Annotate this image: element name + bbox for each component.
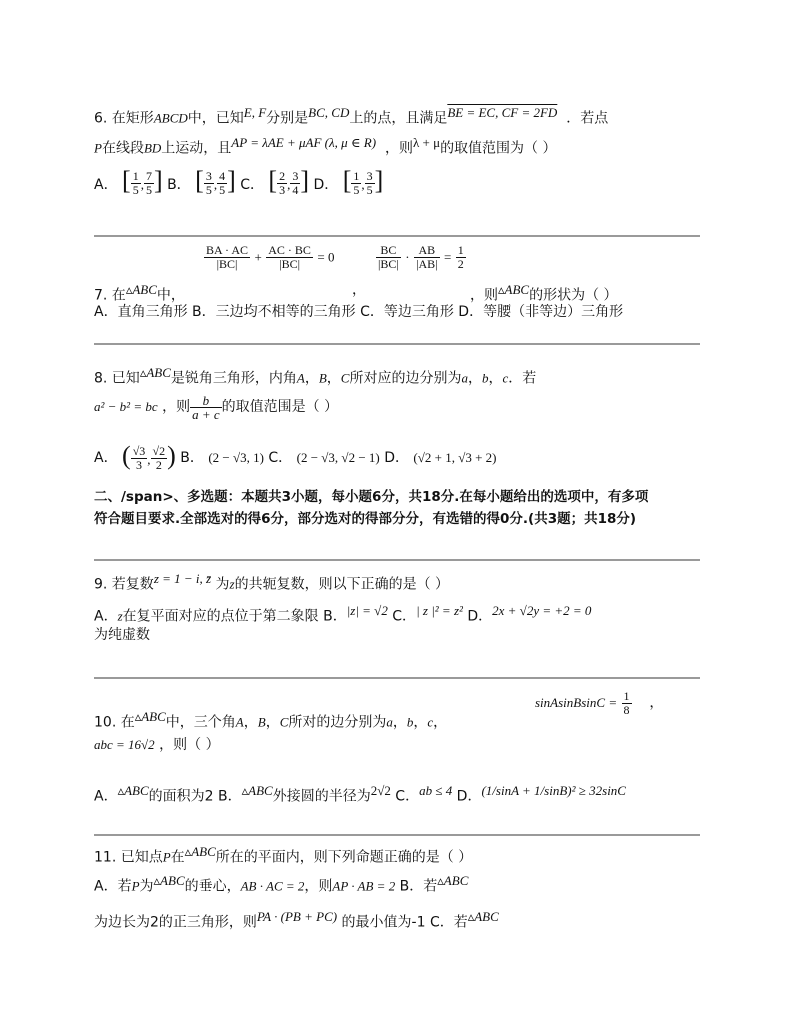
q9-line3 <box>94 626 150 644</box>
q11-text: 的最小值为-1 C．若 <box>341 914 468 931</box>
q10-condition <box>535 683 663 723</box>
q10-text: ， <box>433 714 448 731</box>
q7-frac-den: |AB| <box>416 257 438 271</box>
q7-frac4 <box>414 244 439 271</box>
q9-text: 9. 若复数 <box>94 576 154 593</box>
section-heading-line1 <box>94 488 648 506</box>
q7-options-text: A．直角三角形 B．三边均不相等的三角形 C．等边三角形 D．等腰（非等边）三角形 <box>94 304 624 320</box>
q7-line1 <box>94 281 185 305</box>
option-c-value: (2 − √3, √2 − 1) <box>296 450 380 465</box>
q6-text: 6. 在矩形 <box>94 110 154 127</box>
q9-text: A． <box>94 608 118 625</box>
q8-text: 所对应的边分别为 <box>349 370 462 387</box>
q7-frac2 <box>266 244 313 271</box>
q10-text: 的面积为2 B． <box>148 788 242 805</box>
q8-text: ，则 <box>162 399 191 415</box>
q9-math: z = 1 − i, z̄ <box>153 571 212 586</box>
q8-frac <box>190 394 222 421</box>
q9-text: 的共轭复数，则以下正确的是（ ） <box>234 576 450 593</box>
q8-frac-den: a + c <box>192 406 220 422</box>
q7-frac-num: AB <box>414 244 439 258</box>
q10-math: sinAsinBsinC = <box>535 695 618 710</box>
q8-math: b <box>481 370 489 386</box>
q9-text: 在复平面对应的点位于第二象限 B． <box>122 608 347 625</box>
q8-text: 的取值范围是（ ） <box>221 399 339 415</box>
q6-text: 在线段 <box>101 140 144 157</box>
q9-math: z <box>117 608 123 624</box>
q10-math: 2√2 <box>370 783 391 798</box>
option-b-value: [ $\frac{3}{5}$ , $\frac{4}{5}$ ] <box>195 166 236 197</box>
q9-option-d-math: 2x + √2y = +2 = 0 <box>492 603 592 618</box>
q8-text: 是锐角三角形，内角 <box>170 370 297 387</box>
q10-text: 所对的边分别为 <box>288 714 387 731</box>
q10-text: D． <box>456 788 482 805</box>
q10-math: ▵ABC <box>117 783 149 798</box>
q7-line1b <box>352 281 366 299</box>
q7-fraction-product: $\frac{BC}{|BC|}$ · $\frac{AB}{|AB|}$ = $\frac{1}{2}$ <box>378 243 464 271</box>
q8-line2 <box>94 386 338 428</box>
option-d-value: [ $\frac{1}{5}$ , $\frac{3}{5}$ ] <box>342 166 384 197</box>
q6-vector-eq: AP = λAE + μAF (λ, μ ∈ R) <box>231 135 377 150</box>
q9-option-c-math: | z |² = z² <box>416 603 463 618</box>
q11-line1 <box>94 843 472 867</box>
q7-eq-zero: = 0 <box>317 249 335 265</box>
q11-math: P <box>162 849 171 865</box>
q7-fraction-equation: $\frac{BA \cdot AC}{|BC|}$ + $\frac{AC \cdot BC}{|BC|}$ = 0 <box>206 243 335 271</box>
q10-text: ， <box>265 714 280 731</box>
q8-math: C <box>340 370 350 386</box>
q11-line3 <box>94 908 499 932</box>
q7-frac-den: |BC| <box>279 257 301 271</box>
q7-text: 7. 在 <box>94 287 126 304</box>
q10-math: C <box>279 714 289 730</box>
q6-text: 分别是 <box>266 110 309 127</box>
q9-option-b-math: |z| = √2 <box>346 603 388 618</box>
q10-line3 <box>94 782 626 806</box>
divider <box>94 343 700 345</box>
q9-text: 为纯虚数 <box>94 627 150 643</box>
q6-math: BC, CD <box>308 105 350 120</box>
q11-math: AP · AB = 2 <box>332 878 396 894</box>
q7-frac-num: AC · BC <box>268 243 311 257</box>
q11-math: AB · AC = 2 <box>240 878 305 894</box>
q7-frac-den: |BC| <box>216 257 238 271</box>
q7-frac-num: BC <box>376 244 401 258</box>
q9-text: 为 <box>215 576 230 593</box>
q8-text: ， <box>326 370 341 387</box>
q10-text: C． <box>395 788 420 805</box>
q10-text: 10. 在 <box>94 714 135 731</box>
q7-frac1 <box>204 244 250 271</box>
option-d-label: D． <box>384 450 409 466</box>
q11-text: ，则 <box>304 878 333 895</box>
option-a-value: [ $\frac{1}{5}$ , $\frac{7}{5}$ ] <box>122 166 163 197</box>
q10-math: ▵ABC <box>134 709 166 724</box>
q10-text: ， <box>392 714 407 731</box>
divider <box>94 235 700 237</box>
q8-math: A <box>296 370 305 386</box>
q6-options <box>94 158 383 204</box>
q10-text: 中，三个角 <box>165 714 236 731</box>
q10-text: A． <box>94 788 118 805</box>
q11-text: 为 <box>139 878 154 895</box>
section-heading-text: 符合题目要求.全部选对的得6分，部分选对的得部分分，有选错的得0分.(共3题；共18分) <box>94 511 637 527</box>
option-d-value: (√2 + 1, √3 + 2) <box>413 450 497 465</box>
q6-text: ，则 <box>384 140 413 157</box>
q6-text: ．若点 <box>566 110 609 127</box>
option-c-label: C． <box>240 177 264 193</box>
q6-math: BD <box>143 140 162 156</box>
q6-math: E, F <box>243 105 267 120</box>
q11-text: 为边长为2的正三角形，则 <box>94 914 257 931</box>
q10-math: c <box>427 714 434 730</box>
section-heading-line2 <box>94 510 636 528</box>
option-c-value: [ $\frac{2}{3}$ , $\frac{3}{4}$ ] <box>268 166 310 197</box>
q8-text: ．若 <box>508 370 537 387</box>
q7-text: ，则 <box>470 287 498 304</box>
q10-text: ， <box>243 714 258 731</box>
q6-text: 中，已知 <box>187 110 244 127</box>
q10-math: b <box>406 714 414 730</box>
q10-math: B <box>257 714 266 730</box>
q8-text: ， <box>304 370 319 387</box>
divider <box>94 834 700 836</box>
q8-options <box>94 432 497 480</box>
q8-line1 <box>94 364 536 388</box>
q7-text: 中， <box>156 287 185 304</box>
divider <box>94 677 700 679</box>
q8-math: B <box>318 370 327 386</box>
q6-text: 上运动，且 <box>161 140 232 157</box>
q6-math: ABCD <box>153 110 188 126</box>
q10-line1 <box>94 708 447 732</box>
q11-text: 11. 已知点 <box>94 849 163 866</box>
option-b-label: B． <box>180 450 204 466</box>
q7-text: ， <box>352 282 366 298</box>
q8-math: c <box>502 370 509 386</box>
q11-math: ▵ABC <box>437 873 469 888</box>
q11-math: ▵ABC <box>184 844 216 859</box>
option-a-label: A． <box>94 450 118 466</box>
q8-frac-num: b <box>190 394 222 408</box>
q7-frac-den: 2 <box>457 257 464 271</box>
q7-options <box>94 303 623 321</box>
q6-line1 <box>94 104 608 128</box>
q7-math: ▵ABC <box>125 282 157 297</box>
q10-text: ，则（ ） <box>159 737 220 753</box>
q9-text: D． <box>467 608 493 625</box>
q11-text: 所在的平面内，则下列命题正确的是（ ） <box>215 849 473 866</box>
q6-math: λ + μ <box>412 135 441 150</box>
q10-math: ▵ABC <box>241 783 273 798</box>
q9-text: C． <box>392 608 417 625</box>
q6-vector-condition: BE = EC, CF = 2FD <box>447 105 558 120</box>
q10-math: ab ≤ 4 <box>419 783 453 798</box>
q10-line2 <box>94 736 220 754</box>
q7-frac-num: 1 <box>457 243 464 257</box>
q11-text: 的垂心， <box>184 878 241 895</box>
q8-condition: a² − b² = bc <box>94 399 158 414</box>
q11-math: ▵ABC <box>153 873 185 888</box>
q7-frac3 <box>376 244 401 271</box>
option-b-label: B． <box>167 177 191 193</box>
q9-line1 <box>94 570 449 594</box>
option-d-label: D． <box>313 177 339 193</box>
q6-text: 上的点，且满足 <box>349 110 448 127</box>
q7-half <box>456 244 466 271</box>
q11-text: 在 <box>170 849 185 866</box>
q8-math: ▵ABC <box>139 365 171 380</box>
q10-math: abc = 16√2 <box>94 737 155 752</box>
q7-math: ▵ABC <box>498 282 530 297</box>
q6-line2 <box>94 134 557 158</box>
q11-line2 <box>94 872 468 896</box>
q10-math: a <box>386 714 393 730</box>
q10-frac <box>622 690 632 717</box>
q11-math: PA · (PB + PC) <box>256 909 338 924</box>
q10-text: ， <box>649 695 664 711</box>
q6-math: P <box>94 140 102 156</box>
option-a-label: A． <box>94 177 118 193</box>
q7-frac-num: BA · AC <box>206 243 249 257</box>
q9-line2 <box>94 602 591 626</box>
q7-frac-den: |BC| <box>378 257 399 271</box>
q8-text: 8. 已知 <box>94 370 140 387</box>
option-b-value: (2 − √3, 1) <box>208 450 264 465</box>
option-c-label: C． <box>268 450 293 466</box>
q10-option-d-math: (1/sinA + 1/sinB)² ≥ 32sinC <box>481 783 626 798</box>
q10-frac-den: 8 <box>623 702 630 717</box>
section-heading-text: 二、/span>、多选题：本题共3小题，每小题6分，共18分.在每小题给出的选项中，有多项 <box>94 489 649 505</box>
q11-math: P <box>131 878 140 894</box>
q7-text: 的形状为（ ） <box>529 287 618 304</box>
q10-frac-num: 1 <box>623 688 630 703</box>
q10-text: ， <box>413 714 428 731</box>
q10-math: A <box>235 714 244 730</box>
q6-text: 的取值范围为（ ） <box>440 140 557 157</box>
q10-text: 外接圆的半径为 <box>272 788 371 805</box>
divider <box>94 559 700 561</box>
q8-text: ， <box>488 370 503 387</box>
q11-text: A．若 <box>94 878 132 895</box>
q8-math: a <box>461 370 468 386</box>
q11-math: ▵ABC <box>467 909 499 924</box>
q11-text: B．若 <box>399 878 438 895</box>
q7-line1c <box>470 281 618 305</box>
q9-math: z <box>229 576 235 592</box>
option-a-value: ( $\frac{√3}{3}$ , $\frac{√2}{2}$ ) <box>122 441 176 472</box>
q8-text: ， <box>467 370 482 387</box>
